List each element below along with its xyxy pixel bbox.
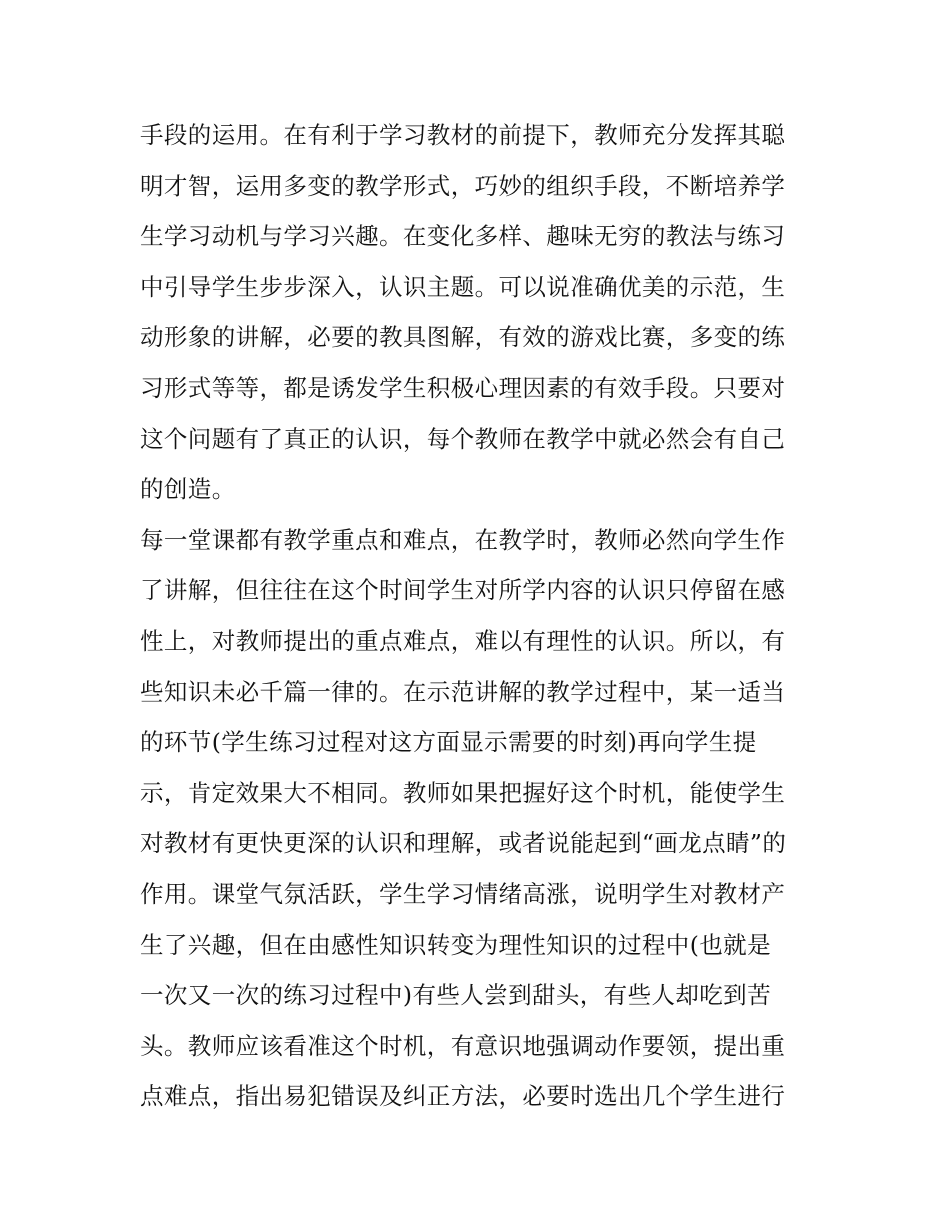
text-line: 习形式等等，都是诱发学生积极心理因素的有效手段。只要对 bbox=[140, 373, 786, 402]
text-line: 了讲解，但往往在这个时间学生对所学内容的认识只停留在感 bbox=[140, 576, 786, 605]
text-line: 些知识未必千篇一律的。在示范讲解的教学过程中，某一适当 bbox=[140, 677, 786, 706]
text-line: 点难点，指出易犯错误及纠正方法，必要时选出几个学生进行 bbox=[140, 1082, 786, 1111]
text-line: 对教材有更快更深的认识和理解，或者说能起到“画龙点睛”的 bbox=[140, 829, 787, 858]
text-line: 作用。课堂气氛活跃，学生学习情绪高涨，说明学生对教材产 bbox=[140, 879, 786, 908]
paragraph-1 bbox=[140, 110, 820, 515]
text-line: 明才智，运用多变的教学形式，巧妙的组织手段，不断培养学 bbox=[140, 171, 786, 200]
text-line: 示，肯定效果大不相同。教师如果把握好这个时机，能使学生 bbox=[140, 778, 786, 807]
text-line: 一次又一次的练习过程中)有些人尝到甜头，有些人却吃到苦 bbox=[140, 981, 771, 1010]
text-line: 动形象的讲解，必要的教具图解，有效的游戏比赛，多变的练 bbox=[140, 323, 786, 352]
text-line: 生学习动机与学习兴趣。在变化多样、趣味无穷的教法与练习 bbox=[140, 222, 786, 251]
text-line: 手段的运用。在有利于学习教材的前提下，教师充分发挥其聪 bbox=[140, 121, 786, 149]
text-line: 头。教师应该看准这个时机，有意识地强调动作要领，提出重 bbox=[140, 1031, 786, 1060]
document-body bbox=[140, 110, 820, 1122]
text-line: 每一堂课都有教学重点和难点，在教学时，教师必然向学生作 bbox=[140, 525, 786, 554]
text-line: 生了兴趣，但在由感性知识转变为理性知识的过程中(也就是 bbox=[140, 930, 771, 959]
text-line: 这个问题有了真正的认识，每个教师在教学中就必然会有自己 bbox=[140, 424, 786, 453]
text-line: 性上，对教师提出的重点难点，难以有理性的认识。所以，有 bbox=[140, 626, 786, 655]
text-line: 的创造。 bbox=[140, 475, 236, 504]
paragraph-2 bbox=[140, 515, 820, 1122]
text-line: 中引导学生步步深入，认识主题。可以说准确优美的示范，生 bbox=[140, 272, 786, 301]
text-line: 的环节(学生练习过程对这方面显示需要的时刻)再向学生提 bbox=[140, 728, 757, 757]
